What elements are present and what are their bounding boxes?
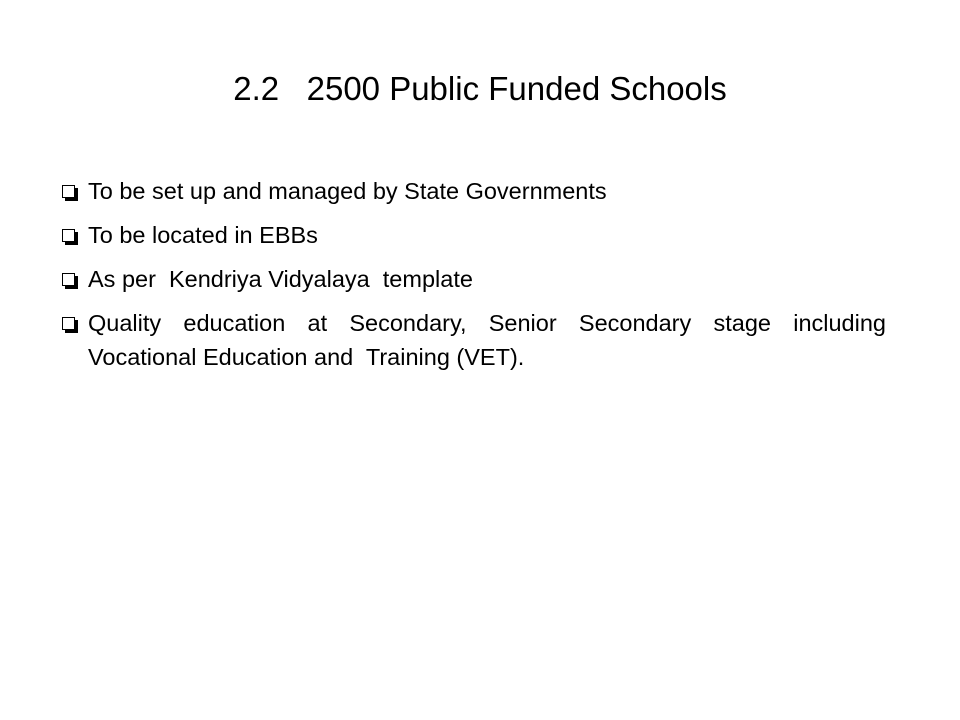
square-bullet-icon [62,229,75,242]
square-bullet-icon [62,273,75,286]
slide-title: 2.2 2500 Public Funded Schools [233,70,727,107]
bullet-text: To be set up and managed by State Governments [88,178,607,204]
bullet-text: Quality education at Secondary, Senior Secondary stage including Vocational Education and Training (VET). [88,310,900,370]
bullet-item [62,218,886,252]
square-bullet-icon [62,317,75,330]
bullet-item [62,174,886,208]
bullet-text: As per Kendriya Vidyalaya template [88,266,473,292]
bullet-item [62,262,886,296]
square-bullet-icon [62,185,75,198]
bullet-list [62,174,900,384]
bullet-text: To be located in EBBs [88,222,318,248]
bullet-item [62,306,900,374]
